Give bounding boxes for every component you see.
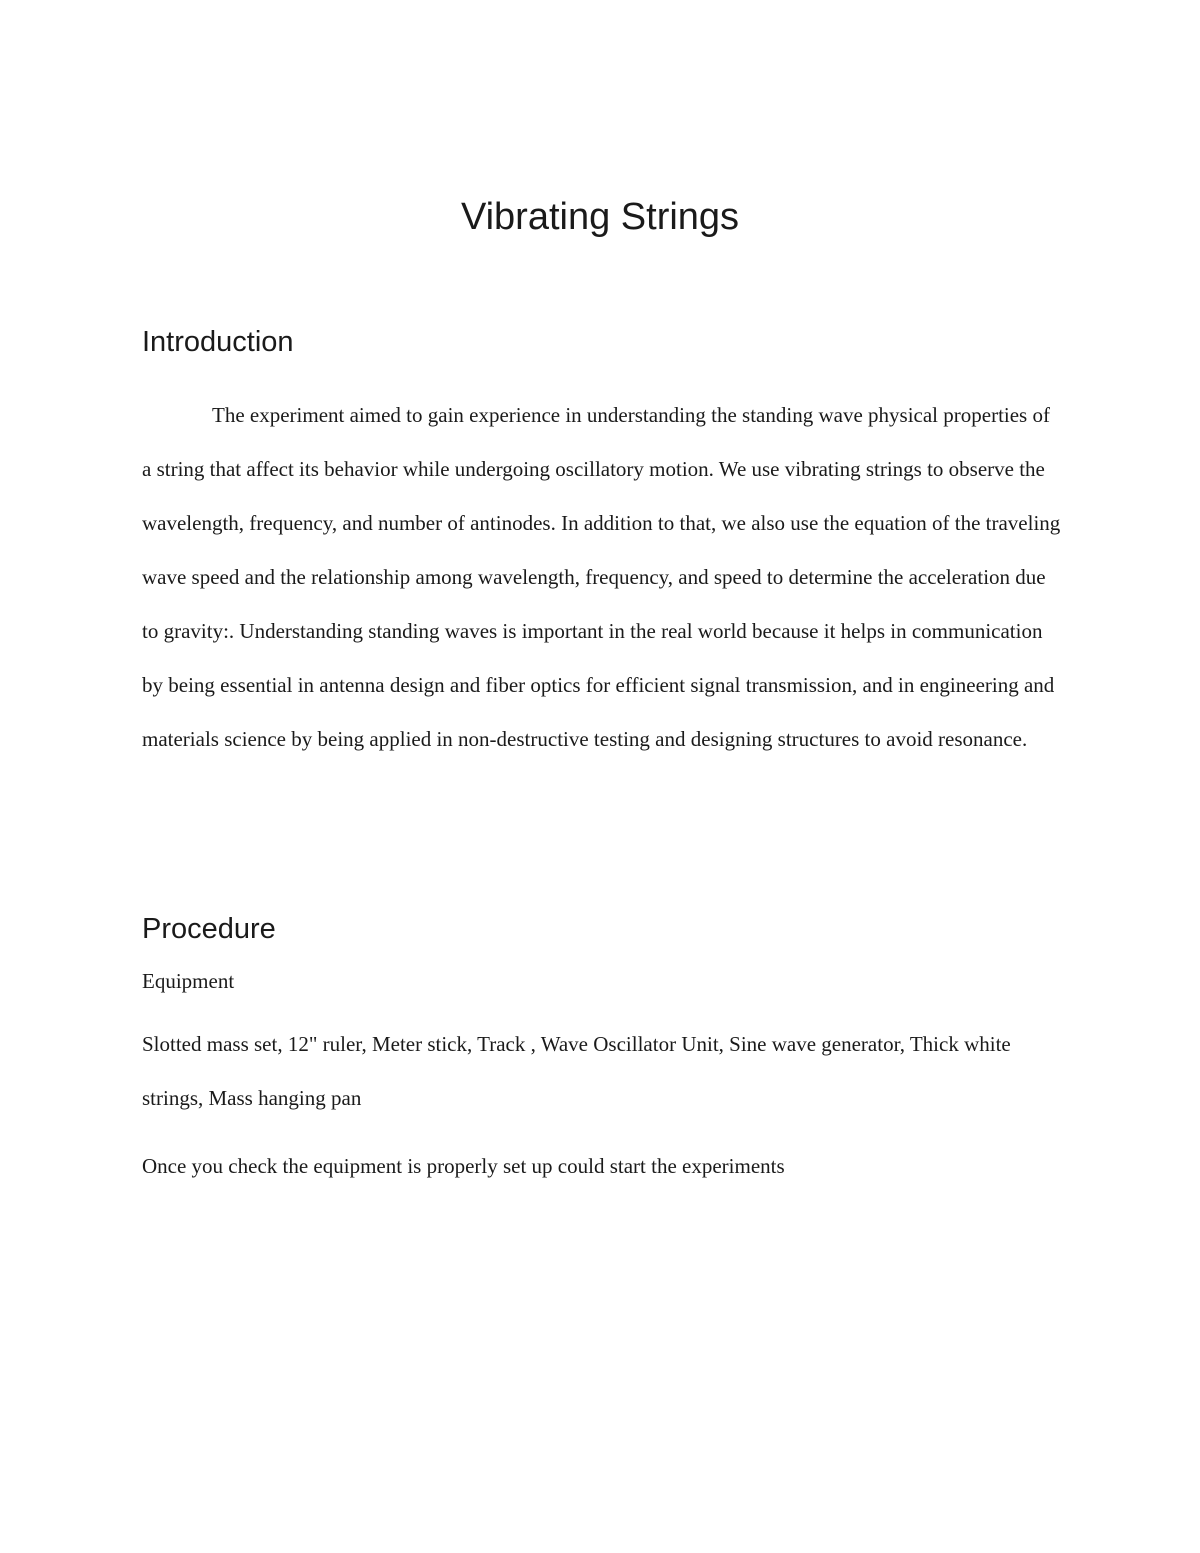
- introduction-paragraph: The experiment aimed to gain experience in understanding the standing wave physical properties of a string that affect its behavior while undergoing oscillatory motion. We use vibrating strings to observe the wavelength, frequency, and number of antinodes. In addition to that, we also use the equation of the traveling wave speed and the relationship among wavelength, frequency, and speed to determine the acceleration due to gravity:. Understanding standing waves is important in the real world because it helps in communication by being essential in antenna design and fiber optics for efficient signal transmission, and in engineering and materials science by being applied in non-destructive testing and designing structures to avoid resonance.: [142, 403, 1061, 751]
- equipment-list: Slotted mass set, 12" ruler, Meter stick, Track , Wave Oscillator Unit, Sine wave generator, Thick white strings, Mass hanging pan: [142, 1032, 1011, 1110]
- closing-sentence: Once you check the equipment is properly set up could start the experiments: [142, 1154, 785, 1178]
- document-title: Vibrating Strings: [460, 196, 740, 238]
- equipment-label: Equipment: [142, 969, 235, 993]
- procedure-heading: Procedure: [142, 913, 276, 945]
- introduction-heading: Introduction: [142, 326, 294, 358]
